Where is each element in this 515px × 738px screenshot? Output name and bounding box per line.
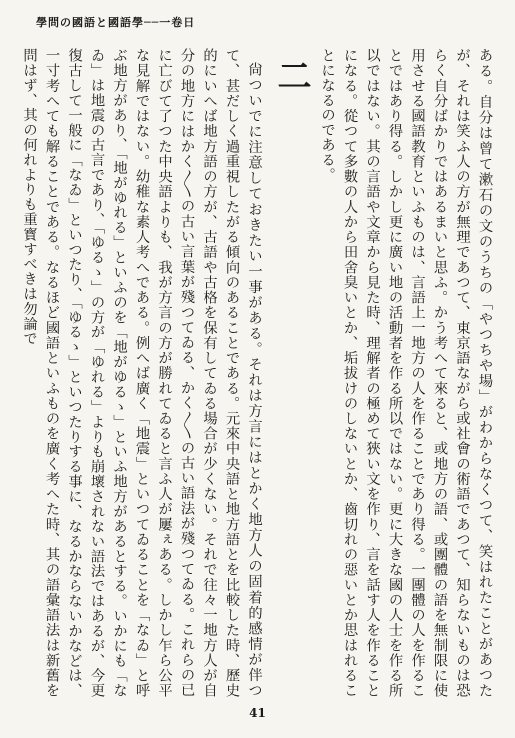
running-header: 學問の國語と國語學──一卷日 bbox=[36, 16, 196, 29]
page-number: 41 bbox=[249, 706, 266, 720]
section-number: 二 bbox=[271, 58, 311, 92]
body-text bbox=[21, 48, 496, 698]
paragraph-continued: ある。自分は曾て漱石の文のうちの「やつちや場」がわからなくつて、笑はれたことがあつたが、それは笑ふ人の方が無理であつて、東京語ながら或社會の術語であつて、知らないものは恐らく自分ばかりではあるまいと思ふ。かう考へて來ると、或地方の語、或團體の語を無制限に使用させる國語教育といふものは、言語上一地方の人を作ることであり得る。一團體の人を作ることではあり得る。しかし更に廣い地の活動者を作る所以ではない。更に大きな國の人士を作る所以ではない。其の言語や文章から見た時、理解者の極めて狹い文を作り、言を話す人を作ることになる。從つて多數の人から田舍臭いとか、垢拔けのしないとか、齒切れの惡いとか思はれることになるのである。 bbox=[319, 48, 493, 698]
paragraph: 尙ついでに注意しておきたい一事がある。それは方言にはとかく地方人の固着的感情が伴つて、甚だしく過重視したがる傾向のあることである。元來中央語と地方語とを比較した時、歷史的にいへば地方語の方が、古語や古格を保有してゐる場合が少くない。それで往々一地方人が自分の地方にはかく〳〵の古い言葉が殘つてゐる、かく〳〵の古い語法が殘つてゐる。これらの已に亡びて了つた中央語よりも、我が方言の方が勝れてゐると言ふ人が屢ぇある。しかし乍ら公平な見解ではない。幼稚な素人考へである。例へば廣く「地震」といつてゐることを「なゐ」と呼ぶ地方があり、「地がゆれる」といふのを「地がゆるゝ」といふ地方があるとする。いかにも「なゐ」は地震の古言であり、「ゆるゝ」の方が「ゆれる」よりも崩壞されない語法ではあるが、今更復古して一般に「なゐ」といつたり、「ゆるゝ」といつたりする事に、なるかならないかなどは、一寸考へても解ることである。なるほど國語といふものを廣く考へた時、其の語彙語法は新舊を問はず、其の何れよりも重寳すべきは勿論で bbox=[21, 48, 263, 698]
